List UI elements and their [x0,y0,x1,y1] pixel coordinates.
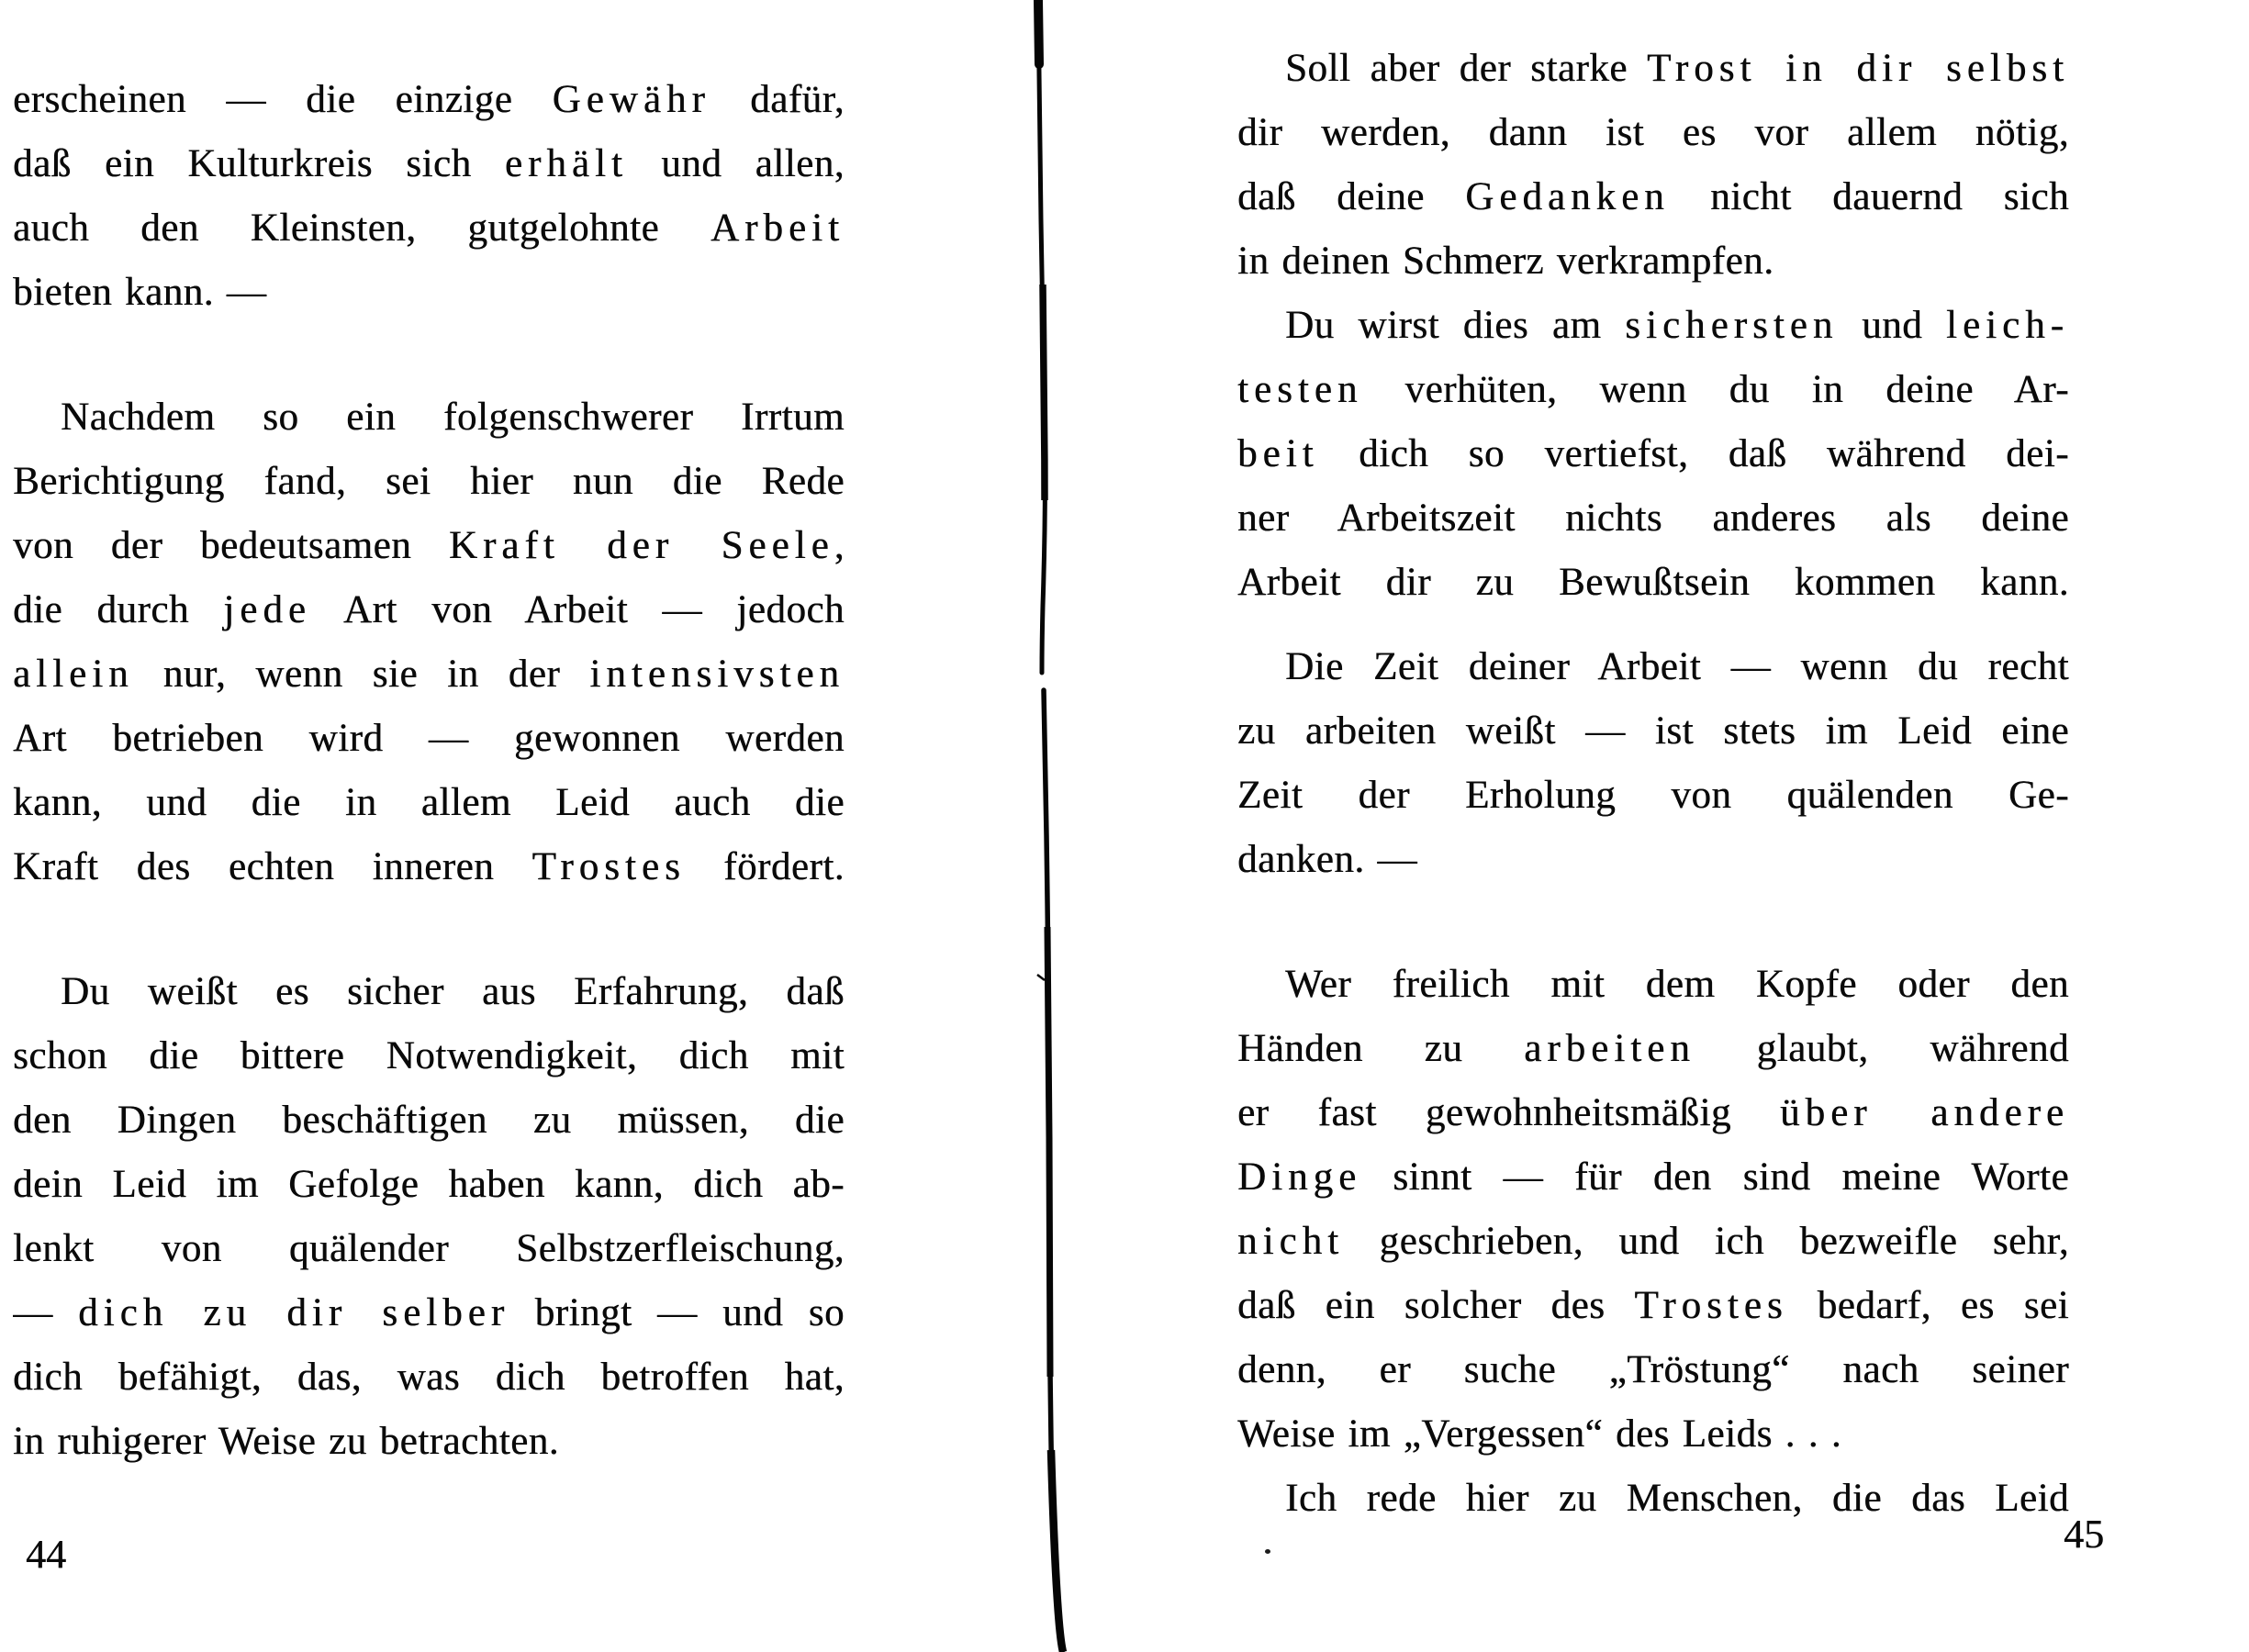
letterspaced-word: Dinge [1237,1155,1362,1199]
paragraph [13,960,845,1474]
text-line [13,1345,845,1410]
text-line [1237,764,2069,828]
text-segment: bedarf, es sei [1787,1284,2069,1327]
text-line [13,960,845,1024]
text-segment: den Dingen beschäftigen zu müssen, die [13,1099,845,1142]
text-segment: lenkt von quälender Selbstzerfleischung, [13,1227,845,1270]
text-segment: Weise im „Vergessen“ des Leids . . . [1237,1412,1842,1456]
text-segment: dein Leid im Gefolge haben kann, dich ab- [13,1163,845,1206]
text-line [1237,37,2069,101]
text-line [13,707,845,771]
letterspaced-word: sichersten [1625,304,1839,347]
text-segment: daß ein Kulturkreis sich [13,142,505,185]
letterspaced-word: beit [1237,432,1319,475]
text-segment: Du weißt es sicher aus Erfahrung, daß [61,970,845,1013]
text-line [13,1024,845,1088]
paragraph [1237,635,2069,892]
text-segment: von der bedeutsamen [13,524,449,567]
text-segment: kann, und die in allem Leid auch die [13,781,845,824]
text-line [1237,828,2069,892]
letterspaced-word: über andere [1780,1091,2069,1134]
text-segment: zu arbeiten weißt — ist stets im Leid eine [1237,709,2069,753]
text-segment: nur, wenn sie in der [133,653,590,696]
text-segment: und allen, [627,142,845,185]
letterspaced-word: allein [13,653,134,696]
text-segment: bringt — und so [509,1291,845,1334]
text-line [13,261,845,325]
text-segment: Nachdem so ein folgenschwerer Irrtum [61,396,845,439]
text-line [13,132,845,196]
text-segment: denn, er suche „Tröstung“ nach seiner [1237,1348,2069,1391]
text-segment: geschrieben, und ich bezweifle sehr, [1344,1220,2069,1263]
text-line [13,642,845,707]
text-segment: , [834,524,845,567]
text-segment: Du wirst dies am [1285,304,1626,347]
gutter-fold-line [1010,0,1120,1652]
text-segment: sinnt — für den sind meine Worte [1361,1155,2069,1199]
text-segment: dich befähigt, das, was dich betroffen hat, [13,1356,845,1399]
text-segment: in ruhigerer Weise zu betrachten. [13,1420,559,1463]
text-line [1237,953,2069,1017]
letterspaced-word: Trostes [1634,1284,1788,1327]
text-line [1237,1145,2069,1210]
text-line [13,1281,845,1345]
letterspaced-word: Arbeit [711,206,845,250]
text-segment: dir werden, dann ist es vor allem nötig, [1237,111,2069,154]
text-line [1237,229,2069,294]
text-segment: er fast gewohnheitsmäßig [1237,1091,1781,1134]
text-segment: Berichtigung fand, sei hier nun die Rede [13,460,845,503]
text-line [13,450,845,514]
book-page-left [13,68,845,1474]
text-line [1237,101,2069,165]
text-segment: Arbeit dir zu Bewußtsein kommen kann. [1237,561,2069,604]
paragraph [1237,294,2069,615]
text-line [13,196,845,261]
letterspaced-word: Trostes [531,845,686,888]
paragraph [1237,953,2069,1467]
text-line [1237,165,2069,229]
letterspaced-word: arbeiten [1524,1027,1695,1070]
letterspaced-word: Gewähr [552,78,711,121]
text-segment: Die Zeit deiner Arbeit — wenn du recht [1285,645,2069,688]
text-line [13,385,845,450]
text-segment: Händen zu [1237,1027,1525,1070]
text-line [13,1153,845,1217]
paragraph [13,68,845,325]
text-segment: daß deine [1237,175,1466,218]
letterspaced-word: Trost in dir selbst [1647,47,2069,90]
text-segment: Kraft des echten inneren [13,845,532,888]
text-line [1237,1017,2069,1081]
letterspaced-word: erhält [504,142,628,185]
text-line [13,68,845,132]
text-segment: Zeit der Erholung von quälenden Ge- [1237,774,2069,817]
paragraph [13,385,845,899]
text-segment: fördert. [685,845,845,888]
letterspaced-word: Kraft der Seele [448,524,834,567]
text-line [1237,294,2069,358]
text-segment: daß ein solcher des [1237,1284,1635,1327]
text-block [13,68,845,1474]
text-segment: schon die bittere Notwendigkeit, dich mit [13,1034,845,1077]
text-segment: Soll aber der starke [1285,47,1648,90]
text-segment: verhüten, wenn du in deine Ar- [1362,368,2069,411]
text-line [1237,1274,2069,1338]
text-block [1237,37,2069,1531]
text-line [1237,1467,2069,1531]
letterspaced-word: jede [223,588,311,631]
text-segment: ner Arbeitszeit nichts anderes als deine [1237,497,2069,540]
text-segment: Art von Arbeit — jedoch [310,588,845,631]
text-line [13,578,845,642]
text-line [13,514,845,578]
page-number-left: 44 [26,1532,66,1577]
ink-speck [1265,1549,1270,1554]
text-segment: erscheinen — die einzige [13,78,553,121]
text-segment: Wer freilich mit dem Kopfe oder den [1285,963,2069,1006]
text-line [1237,358,2069,422]
page-number-right: 45 [2064,1512,2104,1557]
paragraph [1237,1467,2069,1531]
letterspaced-word: intensivsten [589,653,845,696]
text-segment: nicht dauernd sich [1669,175,2069,218]
letterspaced-word: dich zu dir selber [78,1291,510,1334]
text-segment: bieten kann. — [13,271,267,314]
letterspaced-word: leich- [1945,304,2069,347]
text-segment: Art betrieben wird — gewonnen werden [13,717,845,760]
text-segment: danken. — [1237,838,1417,881]
text-line [13,1088,845,1153]
text-segment: — [13,1291,79,1334]
text-line [1237,1210,2069,1274]
text-segment: in deinen Schmerz verkrampfen. [1237,240,1774,283]
letterspaced-word: testen [1237,368,1363,411]
text-line [1237,1338,2069,1402]
text-line [1237,422,2069,486]
text-segment: und [1838,304,1946,347]
letterspaced-word: Gedanken [1465,175,1670,218]
paragraph [1237,37,2069,294]
text-segment: dafür, [710,78,845,121]
text-segment: Ich rede hier zu Menschen, die das Leid [1285,1477,2069,1520]
book-page-right [1237,37,2069,1531]
letterspaced-word: nicht [1237,1220,1345,1263]
text-segment: dich so vertiefst, daß während dei- [1318,432,2069,475]
text-line [1237,1402,2069,1467]
text-line [13,771,845,835]
text-segment: auch den Kleinsten, gutgelohnte [13,206,711,250]
text-segment: glaubt, während [1695,1027,2069,1070]
text-line [1237,699,2069,764]
text-line [13,1410,845,1474]
text-line [1237,1081,2069,1145]
text-line [13,1217,845,1281]
text-line [1237,635,2069,699]
text-line [13,835,845,899]
text-segment: die durch [13,588,224,631]
text-line [1237,486,2069,551]
text-line [1237,551,2069,615]
